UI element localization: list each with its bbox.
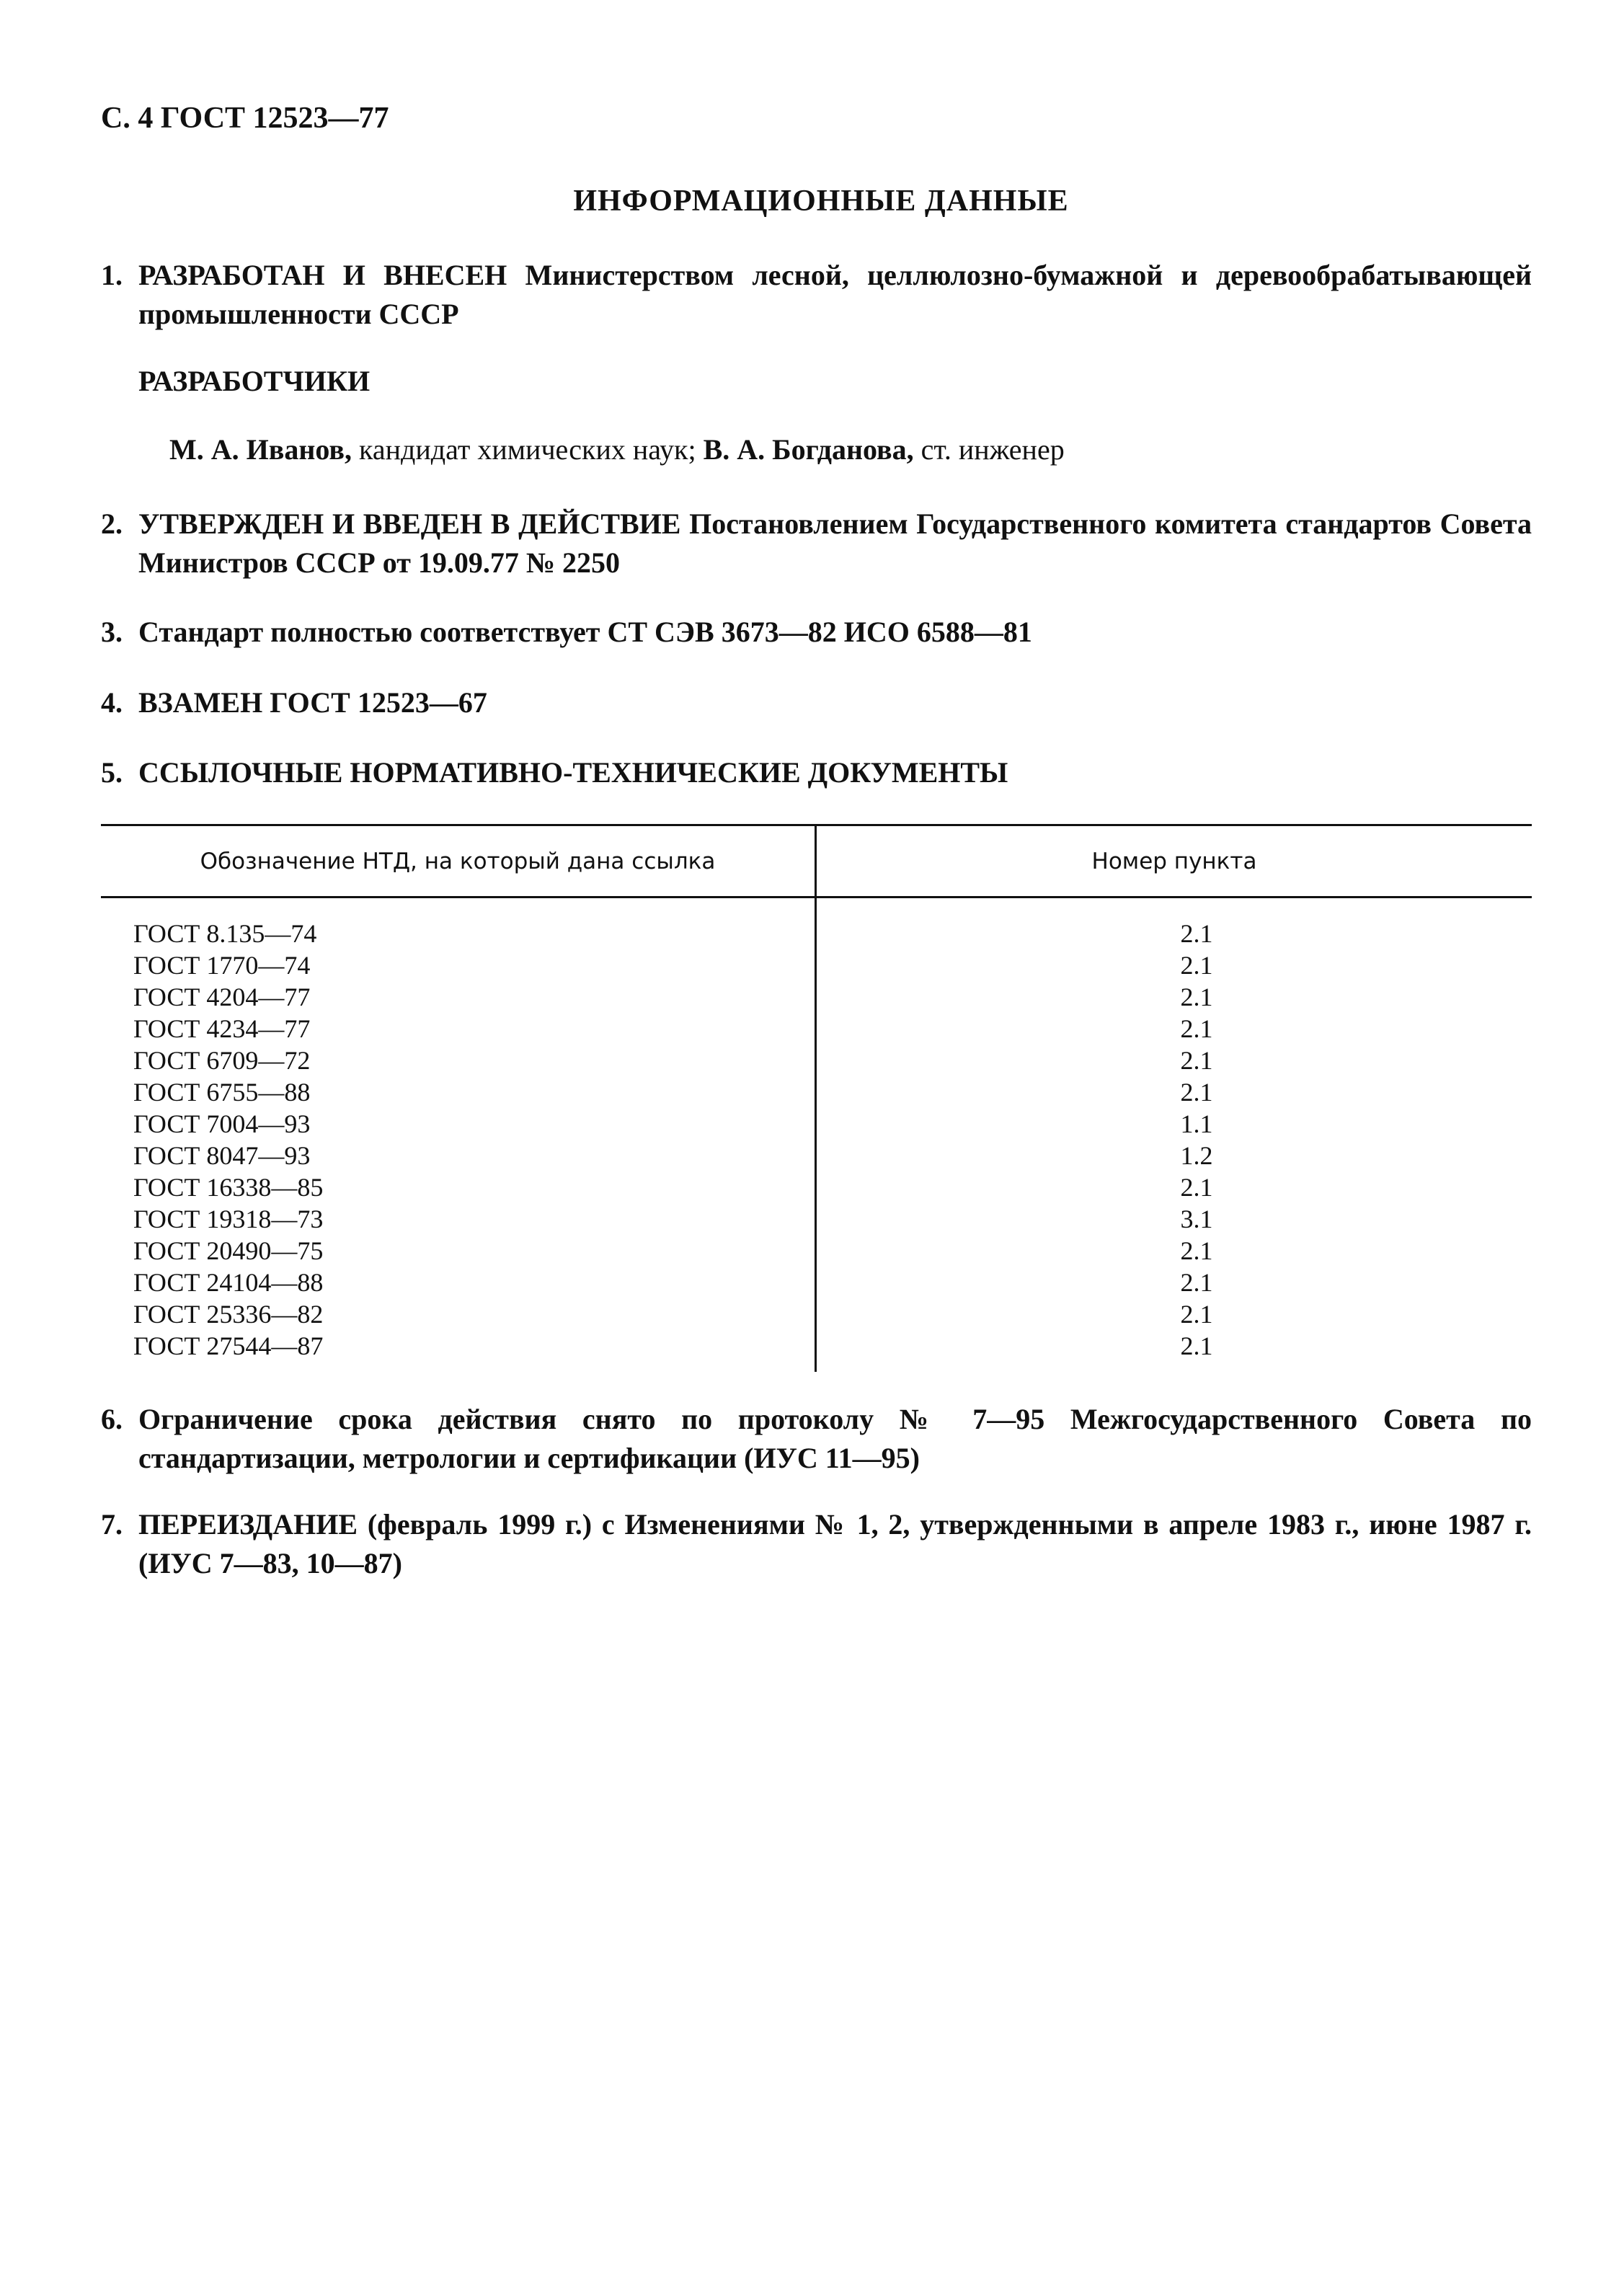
- item-text: Стандарт полностью соответствует СТ СЭВ 3673—82 ИСО 6588—81: [138, 616, 1032, 648]
- table-row: [101, 1235, 1532, 1267]
- table-body: [101, 918, 1532, 1362]
- page-title: ИНФОРМАЦИОННЫЕ ДАННЫЕ: [573, 185, 1069, 218]
- table-row: [101, 1140, 1532, 1171]
- cell-clause: 2.1: [1180, 1268, 1213, 1297]
- cell-clause: 3.1: [1180, 1205, 1213, 1233]
- column-header-clause: Номер пункта: [1091, 848, 1257, 874]
- table-row: [101, 918, 1532, 949]
- item-number: 3.: [101, 616, 123, 648]
- item-text: Министерством лесной, целлюлозно-бумажной и деревообрабатывающей промышленности СССР: [138, 259, 1532, 330]
- cell-clause: 2.1: [1180, 919, 1213, 948]
- cell-document: ГОСТ 8047—93: [133, 1141, 311, 1170]
- table-row: [101, 949, 1532, 981]
- table-row: [101, 1267, 1532, 1298]
- cell-document: ГОСТ 16338—85: [133, 1173, 324, 1202]
- cell-document: ГОСТ 25336—82: [133, 1300, 324, 1329]
- cell-clause: 2.1: [1180, 1014, 1213, 1043]
- cell-clause: 2.1: [1180, 983, 1213, 1011]
- cell-document: ГОСТ 24104—88: [133, 1268, 324, 1297]
- cell-document: ГОСТ 8.135—74: [133, 919, 317, 948]
- developer-role: ст. инженер: [913, 433, 1065, 466]
- item-6: [101, 1400, 1532, 1478]
- cell-document: ГОСТ 4234—77: [133, 1014, 311, 1043]
- item-lead: РАЗРАБОТАН И ВНЕСЕН: [138, 259, 507, 291]
- table-row: [101, 1203, 1532, 1235]
- cell-clause: 2.1: [1180, 1236, 1213, 1265]
- item-text: ПЕРЕИЗДАНИЕ (февраль 1999 г.) с Изменениями № 1, 2, утвержденными в апреле 1983 г., июне 1987 г. (ИУС 7—83, 10—87): [138, 1508, 1532, 1579]
- item-2: [101, 505, 1532, 582]
- item-3: [101, 613, 1532, 652]
- table-row: [101, 1171, 1532, 1203]
- cell-clause: 1.1: [1180, 1109, 1213, 1138]
- page-header: С. 4 ГОСТ 12523—77: [101, 102, 389, 135]
- cell-clause: 2.1: [1180, 1046, 1213, 1075]
- reference-table: [101, 824, 1532, 1372]
- table-row: [101, 1045, 1532, 1076]
- item-number: 6.: [101, 1403, 123, 1435]
- cell-clause: 2.1: [1180, 1173, 1213, 1202]
- item-number: 5.: [101, 756, 123, 789]
- cell-clause: 2.1: [1180, 951, 1213, 980]
- cell-document: ГОСТ 19318—73: [133, 1205, 324, 1233]
- item-lead: УТВЕРЖДЕН И ВВЕДЕН В ДЕЙСТВИЕ: [138, 507, 681, 540]
- developer-role: кандидат химических наук;: [352, 433, 704, 466]
- cell-document: ГОСТ 20490—75: [133, 1236, 324, 1265]
- item-7: [101, 1505, 1532, 1583]
- cell-document: ГОСТ 7004—93: [133, 1109, 311, 1138]
- item-text: ССЫЛОЧНЫЕ НОРМАТИВНО-ТЕХНИЧЕСКИЕ ДОКУМЕНТЫ: [138, 756, 1008, 789]
- cell-document: ГОСТ 1770—74: [133, 951, 311, 980]
- table-row: [101, 1076, 1532, 1108]
- developers-heading: РАЗРАБОТЧИКИ: [138, 365, 371, 397]
- developer-name: В. А. Богданова,: [703, 433, 914, 466]
- table-row: [101, 981, 1532, 1013]
- cell-clause: 2.1: [1180, 1300, 1213, 1329]
- cell-document: ГОСТ 6755—88: [133, 1078, 311, 1107]
- item-4: [101, 683, 1532, 722]
- item-text: Ограничение срока действия снято по протоколу № 7—95 Межгосударственного Совета по стандартизации, метрологии и сертификации (ИУС 11—95): [138, 1403, 1532, 1474]
- cell-document: ГОСТ 4204—77: [133, 983, 311, 1011]
- item-text: Постановлением Государственного комитета стандартов Совета Министров СССР от 19.09.77 № 2250: [138, 507, 1532, 579]
- item-5: [101, 753, 1532, 792]
- item-1: [101, 256, 1532, 334]
- cell-document: ГОСТ 27544—87: [133, 1331, 324, 1360]
- developer-name: М. А. Иванов,: [169, 433, 352, 466]
- cell-clause: 2.1: [1180, 1331, 1213, 1360]
- developers-list: [169, 433, 1065, 466]
- cell-clause: 1.2: [1180, 1141, 1213, 1170]
- table-row: [101, 1013, 1532, 1045]
- column-header-document: Обозначение НТД, на который дана ссылка: [200, 848, 716, 874]
- item-number: 1.: [101, 259, 123, 291]
- table-row: [101, 1108, 1532, 1140]
- cell-document: ГОСТ 6709—72: [133, 1046, 311, 1075]
- item-number: 7.: [101, 1508, 123, 1541]
- cell-clause: 2.1: [1180, 1078, 1213, 1107]
- item-number: 4.: [101, 686, 123, 719]
- item-text: ВЗАМЕН ГОСТ 12523—67: [138, 686, 487, 719]
- table-row: [101, 1298, 1532, 1330]
- item-number: 2.: [101, 507, 123, 540]
- table-row: [101, 1330, 1532, 1362]
